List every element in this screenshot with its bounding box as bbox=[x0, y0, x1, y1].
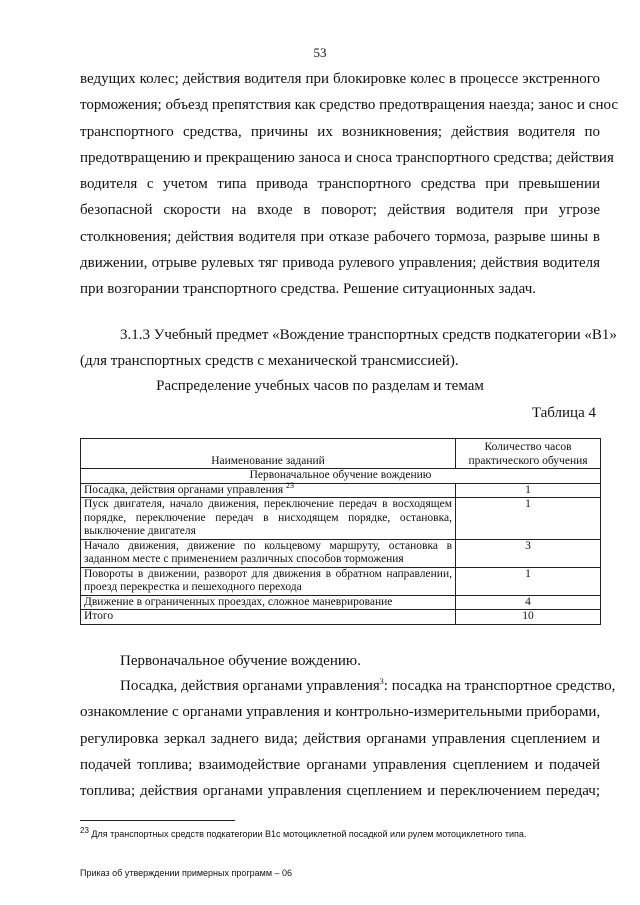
group-header: Первоначальное обучение вождению bbox=[81, 469, 601, 484]
task-cell: Начало движения, движение по кольцевому маршруту, остановка в заданном месте с применением различных способов торможения bbox=[81, 539, 456, 567]
top-paragraph bbox=[80, 66, 619, 303]
hours-cell: 1 bbox=[456, 567, 601, 595]
task-cell: Посадка, действия органами управления $^{23}$ bbox=[81, 483, 456, 498]
table-row bbox=[81, 498, 601, 540]
task-cell: Пуск двигателя, начало движения, переключение передач в восходящем порядке, переключение передач в нисходящем порядке, остановка, выключение двигателя bbox=[81, 498, 456, 540]
text-line: водителя с учетом типа привода транспортного средства при превышении bbox=[80, 176, 600, 193]
total-hours: 10 bbox=[456, 610, 601, 625]
table-row bbox=[81, 483, 601, 498]
text-line: транспортного средства, причины их возникновения; действия водителя по bbox=[80, 123, 600, 140]
text-line: подачей топлива; взаимодействие органами управления сцеплением и подачей bbox=[80, 756, 600, 773]
table-row bbox=[81, 567, 601, 595]
document-footer: Приказ об утверждении примерных программ – 06 bbox=[80, 868, 293, 878]
table-row bbox=[81, 539, 601, 567]
text-line: ведущих колес; действия водителя при блокировке колес в процессе экстренного bbox=[80, 71, 600, 87]
column-header-task: Наименование заданий bbox=[81, 439, 456, 469]
table-caption: Распределение учебных часов по разделам и темам bbox=[156, 378, 484, 394]
footnote bbox=[80, 826, 600, 839]
text-line: торможения; объезд препятствия как средство предотвращения наезда; занос и снос bbox=[80, 97, 619, 114]
task-cell: Движение в ограниченных проездах, сложное маневрирование bbox=[81, 595, 456, 610]
text-line: топлива; действия органами управления сцеплением и переключением передач; bbox=[80, 783, 600, 800]
hours-cell: 4 bbox=[456, 595, 601, 610]
after-table-heading: Первоначальное обучение вождению. bbox=[120, 653, 361, 669]
hours-cell: 3 bbox=[456, 539, 601, 567]
footnote-ref: 3 bbox=[379, 677, 384, 686]
column-header-hours: Количество часов практического обучения bbox=[456, 439, 601, 469]
footnote-mark: 23 bbox=[80, 826, 89, 835]
footnote-text: Для транспортных средств подкатегории В1с мотоциклетной посадкой или рулем мотоциклетного типа. bbox=[91, 829, 527, 839]
text-line: предотвращению и прекращению заноса и сноса транспортного средства; действия bbox=[80, 149, 614, 166]
section-heading bbox=[80, 322, 617, 375]
total-label: Итого bbox=[81, 610, 456, 625]
text-line: регулировка зеркал заднего вида; действия органами управления сцеплением и bbox=[80, 730, 600, 747]
footnote-ref: 23 bbox=[286, 480, 295, 490]
text-line: при возгорании транспортного средства. Решение ситуационных задач. bbox=[80, 281, 536, 298]
text-line: движении, отрыве рулевых тяг привода рулевого управления; действия водителя bbox=[80, 255, 600, 272]
table-row bbox=[81, 595, 601, 610]
table-total-row bbox=[81, 610, 601, 625]
text-line: Посадка, действия органами управления$^3$: посадка на транспортное средство, bbox=[120, 677, 616, 694]
text-line: безопасной скорости на входе в поворот; действия водителя при угрозе bbox=[80, 202, 600, 219]
bottom-paragraph bbox=[80, 673, 616, 804]
page-number: 53 bbox=[313, 45, 327, 60]
text-line: ознакомление с органами управления и контрольно-измерительными приборами, bbox=[80, 704, 601, 721]
text-line: столкновения; действия водителя при отказе рабочего тормоза, разрыве шины в bbox=[80, 228, 600, 245]
footnote-divider bbox=[80, 820, 235, 821]
table-number: Таблица 4 bbox=[531, 405, 596, 421]
hours-cell: 1 bbox=[456, 483, 601, 498]
section-title-line: (для транспортных средств с механической трансмиссией). bbox=[80, 353, 459, 370]
table-group-row bbox=[81, 469, 601, 484]
section-title-line: 3.1.3 Учебный предмет «Вождение транспортных средств подкатегории «В1» bbox=[120, 327, 617, 343]
task-cell: Повороты в движении, разворот для движения в обратном направлении, проезд перекрестка и пешеходного перехода bbox=[81, 567, 456, 595]
table-header-row bbox=[81, 439, 601, 469]
hours-table bbox=[80, 438, 601, 625]
hours-cell: 1 bbox=[456, 498, 601, 540]
